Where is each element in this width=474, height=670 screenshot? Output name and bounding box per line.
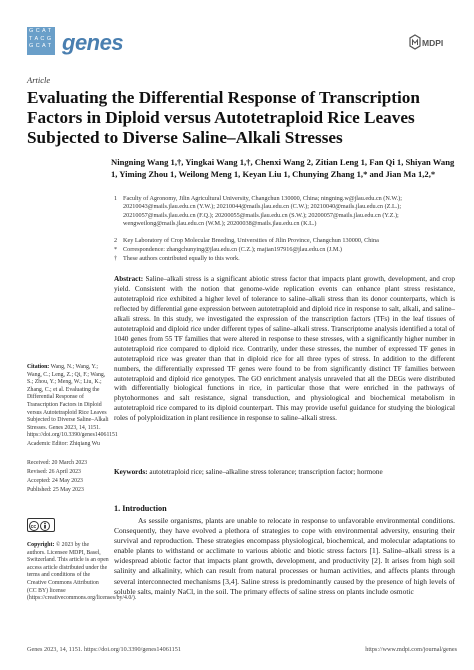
keywords (114, 467, 455, 477)
abstract-label: Abstract: (114, 275, 144, 283)
abstract (114, 275, 455, 424)
page-footer (27, 646, 457, 653)
author-list: Ningning Wang 1,†, Yingkai Wang 1,†, Chenxi Wang 2, Zitian Leng 1, Fan Qi 1, Shiyan Wang 1, Yiming Zhou 1, Weilong Meng 1, Keyan Liu 1, Chunying Zhang 1,* and Jian Ma 1,2,* (111, 157, 455, 180)
logo-line-2: T A C G (29, 35, 52, 42)
article-title: Evaluating the Differential Response of Transcription Factors in Diploid versus Autotetraploid Rice Leaves Subjected to Diverse Saline–Alkali Stresses (27, 88, 420, 147)
citation-text[interactable]: Wang, N.; Wang, Y.; Wang, C.; Leng, Z.; Qi, F.; Wang, S.; Zhou, Y.; Meng, W.; Liu, K.; Zhang, C.; et al. Evaluating the Differential Response of Transcription Factors in Diploid versus Autotetraploid Rice Leaves Subjected to Diverse Saline–Alkali Stresses. Genes 2023, 14, 1151. https://doi.org/10.3390/genes14061151 (27, 364, 118, 439)
published-date: Published: 25 May 2023 (27, 487, 84, 493)
copyright-label: Copyright: (27, 542, 55, 548)
affiliation-number: 1 (114, 195, 118, 202)
affiliation-text: Key Laboratory of Crop Molecular Breeding, Universities of Jilin Province, Changchun 130000, China (123, 237, 379, 244)
received-date: Received: 20 March 2023 (27, 460, 88, 466)
affiliation-number: * (114, 246, 118, 253)
copyright-text: © 2023 by the authors. Licensee MDPI, Basel, Switzerland. This article is an open access article distributed under the terms and conditions of the Creative Commons Attribution (CC BY) license (https://creativecommons.org/licenses/by/4.0/). (27, 542, 137, 602)
footer-citation[interactable]: Genes 2023, 14, 1151. https://doi.org/10.3390/genes14061151 (27, 646, 181, 653)
affiliation-1 (114, 195, 454, 228)
copyright-box (27, 542, 137, 603)
keywords-text: autotetraploid rice; saline–alkaline stress tolerance; transcription factor; hormone (149, 468, 383, 476)
citation-box (27, 364, 118, 440)
affiliation-text: Faculty of Agronomy, Jilin Agricultural University, Changchun 130000, China; ningning.w@jlau.edu.cn (N.W.); 20210043@mails.jlau.edu.cn (Y.W.); 20210044@mails.jlau.edu.cn (C.W.); 20210040@mails.jlau.edu.cn (Z.L.); 20210057@mails.jlau.edu.cn (F.Q.); 20200055@mails.jlau.edu.cn (S.W.); 20200057@mails.jlau.edu.cn (Y.Z.); wengweilong@mails.jlau.edu.cn (W.M.); 20200038@mails.jlau.edu.cn (K.L.) (123, 195, 402, 227)
keywords-label: Keywords: (114, 468, 148, 476)
mdpi-logo[interactable] (409, 34, 447, 52)
section-heading-introduction: 1. Introduction (114, 504, 167, 513)
footer-journal-link[interactable]: https://www.mdpi.com/journal/genes (365, 646, 457, 653)
equal-contribution-note (114, 255, 454, 263)
introduction-paragraph: As sessile organisms, plants are unable to relocate in response to unfavorable environmental conditions. Consequently, they have evolved a plethora of strategies to cope with environmental adversity, ensuring their survival and reproduction. These strategies encompass physiological, biochemical, and molecular adaptations to enable plants to withstand or acclimate to various abiotic and biotic stress factors [1]. Saline–alkali stress is a widespread abiotic factor that impacts plant growth, development, and productivity [2]. It arises from high soil salinity and alkalinity, which can result from natural processes or human activities, and affects plants through several interconnected mechanisms [3,4]. Saline stress is predominantly caused by the presence of high levels of soluble salts, mainly NaCl, in the soil. The primary effects of saline stress on plants include osmotic (114, 516, 455, 596)
affiliation-text: These authors contributed equally to this work. (123, 255, 240, 262)
logo-line-3: G C A T (29, 43, 52, 49)
affiliation-2 (114, 237, 454, 245)
cc-license-badge[interactable] (27, 518, 55, 532)
svg-text:cc: cc (30, 524, 37, 530)
correspondence (114, 246, 454, 254)
affiliation-number: † (114, 255, 118, 262)
journal-name[interactable]: genes (62, 30, 124, 55)
academic-editor: Academic Editor: Zhiqiang Wu (27, 441, 100, 447)
publisher-name: MDPI (422, 38, 444, 48)
affiliation-text: Correspondence: zhangchunying@jlau.edu.cn (C.Z.); majian197916@jlau.edu.cn (J.M.) (123, 246, 342, 253)
article-type: Article (27, 75, 51, 85)
abstract-text: Saline–alkali stress is a significant abiotic stress factor that impacts plant growth, development, and crop yield. Consistent with the notion that genome-wide replication events can enhance plant stress resistance, autotetraploid rice exhibited a higher level of tolerance to saline–alkali stress than its donor counterparts, which is reflected by differential gene expression between autotetraploid and diploid rice in response to salt, alkali, and saline–alkali stress. In this study, we investigated the expression of the transcription factors (TFs) in the leaf tissues of autotetraploid and diploid rice under different types of saline–alkali stress. Transcriptome analysis identified a total of 1040 genes from 55 TF families that were altered in response to these stresses, with a significantly higher number in autotetraploid rice compared to diploid rice. Contrarily, under these stresses, the number of expressed TF genes in autotetraploid rice was greater than that in diploid rice for all three types of stress. In addition to the different numbers, the differentially expressed TF genes were found to be from significantly distinct TF families between autotetraploid and diploid rice genotypes. The GO enrichment analysis unraveled that all the DEGs were distributed with differentially biological functions in rice, in particular those that were enriched in the pathways of phytohormones and salt resistance, signal transduction, and physiological and biochemical metabolism in autotetraploid rice compared to its diploid counterpart. This may provide useful guidance for studying the biological roles of polyploidization in plant resilience in response to saline–alkali stress. (114, 275, 456, 423)
affiliation-number: 2 (114, 237, 118, 244)
revised-date: Revised: 26 April 2023 (27, 469, 81, 475)
citation-label: Citation: (27, 364, 50, 370)
logo-line-1: G C A T (29, 28, 52, 34)
journal-logo (27, 27, 55, 55)
accepted-date: Accepted: 24 May 2023 (27, 478, 83, 484)
